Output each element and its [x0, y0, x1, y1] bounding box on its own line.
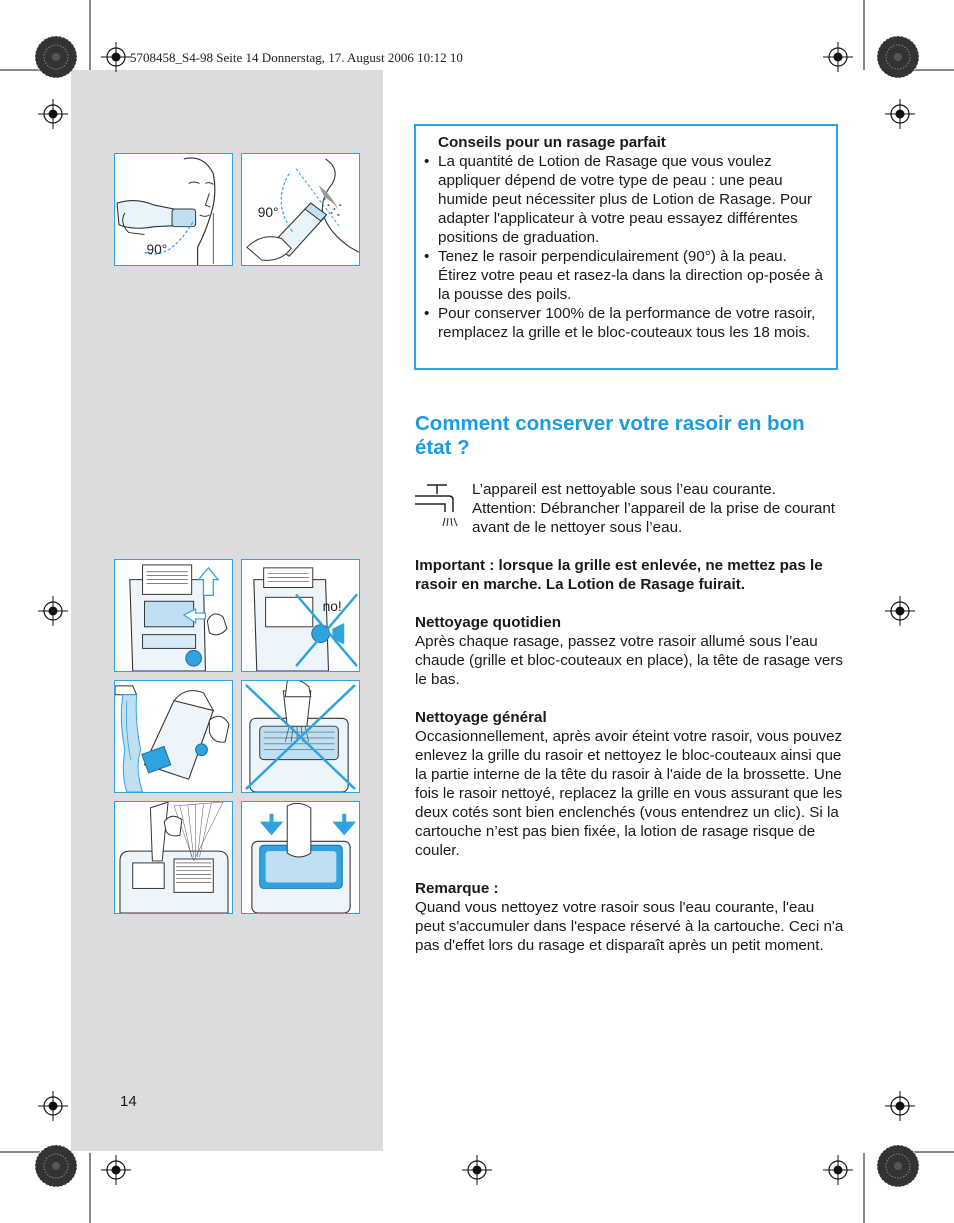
illustration-no-power-without-foil — [241, 559, 360, 672]
important-warning: Important : lorsque la grille est enlevée, ne mettez pas le rasoir en marche. La Lotion de Rasage fuirait. — [415, 557, 823, 593]
illustration-shave-neck — [241, 153, 360, 266]
illustration-replace-foil — [241, 801, 360, 914]
general-cleaning — [415, 708, 845, 860]
illustration-remove-foil — [114, 559, 233, 672]
illustration-shave-chin — [114, 153, 233, 266]
tips-box — [414, 124, 838, 370]
illustration-no-brush-on-foil — [241, 680, 360, 793]
tips-list — [424, 152, 828, 342]
daily-cleaning-text: Après chaque rasage, passez votre rasoir allumé sous l’eau chaude (grille et bloc-couteaux en place), la tête de rasage vers le bas. — [415, 633, 844, 688]
page-number: 14 — [120, 1093, 137, 1110]
illustration-brush-cutter-block — [114, 801, 233, 914]
tip-item: • Tenez le rasoir perpendiculairement (90°) à la peau. Étirez votre peau et rasez-la dans la direction op-posée à la pousse des poils. — [424, 247, 828, 304]
remark — [415, 879, 845, 955]
angle-label-left: 90° — [146, 242, 168, 258]
daily-cleaning-title: Nettoyage quotidien — [415, 614, 561, 631]
section-title: Comment conserver votre rasoir en bon état ? — [415, 412, 805, 459]
illustration-rinse-under-water — [114, 680, 233, 793]
general-cleaning-text: Occasionnellement, après avoir éteint votre rasoir, vous pouvez enlevez la grille du rasoir et nettoyez le bloc-couteaux ainsi que la partie interne de la tête du rasoir à l'aide de la brossette. Une fois le rasoir nettoyé, replacez la grille en vous assurant que les deux cotés sont bien enclenchés (vous entendrez un clic). Si la cartouche n’est pas bien fixée, la lotion de rasage risque de couler. — [415, 728, 843, 859]
water-cleaning-note: L’appareil est nettoyable sous l’eau courante. Attention: Débrancher l’appareil de la prise de courant avant de le nettoyer sous l’eau. — [472, 481, 836, 536]
general-cleaning-title: Nettoyage général — [415, 709, 547, 726]
warning-label-no: no! — [322, 599, 342, 615]
daily-cleaning — [415, 613, 845, 689]
tip-item: • Pour conserver 100% de la performance de votre rasoir, remplacez la grille et le bloc-couteaux tous les 18 mois. — [424, 304, 828, 342]
angle-label-right: 90° — [257, 204, 279, 220]
tip-item: • La quantité de Lotion de Rasage que vous voulez appliquer dépend de votre type de peau : une peau humide peut nécessiter plus de Lotion de Rasage. Pour adapter l'applicateur à votre peau essayez différentes positions de graduation. — [424, 152, 828, 247]
print-slug-header: 5708458_S4-98 Seite 14 Donnerstag, 17. August 2006 10:12 10 — [130, 50, 463, 65]
cleaning-instructions — [415, 556, 845, 974]
tips-title: Conseils pour un rasage parfait — [438, 134, 666, 151]
remark-title: Remarque : — [415, 880, 499, 897]
remark-text: Quand vous nettoyez votre rasoir sous l'eau courante, l'eau peut s'accumuler dans l'espace réservé à la cartouche. Ceci n'a pas d'effet lors du rasage et disparaît après un petit moment. — [415, 899, 844, 954]
running-water-icon — [413, 482, 463, 528]
